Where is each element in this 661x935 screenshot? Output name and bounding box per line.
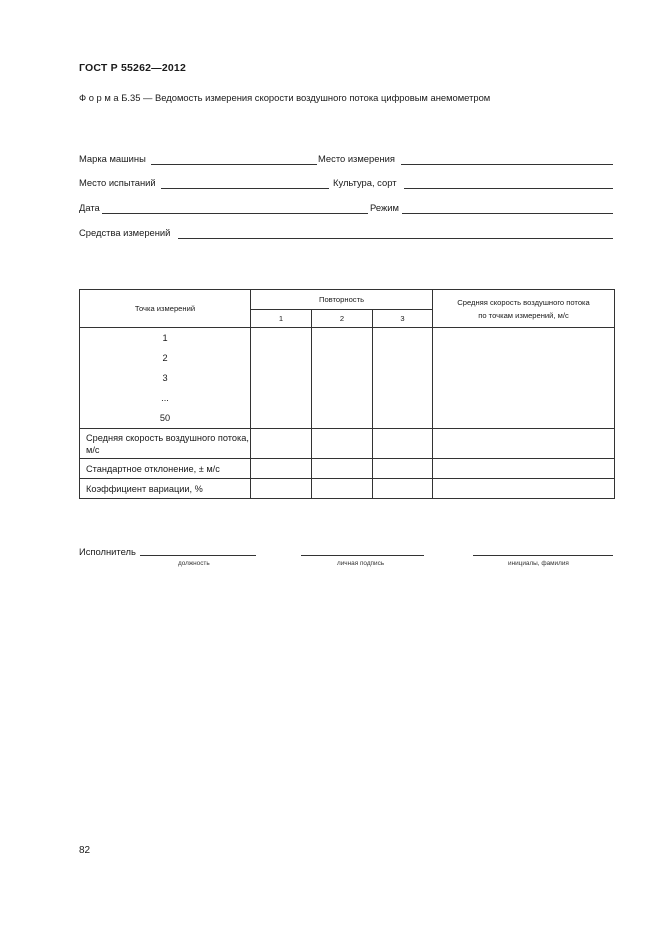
field-line-tools <box>79 225 613 241</box>
data-cell[interactable] <box>433 459 615 479</box>
data-cell[interactable] <box>251 328 312 429</box>
repeat-number: 1 <box>251 310 312 328</box>
machine-brand-label: Марка машины <box>79 153 146 164</box>
points-cell <box>80 328 251 429</box>
data-cell[interactable] <box>251 459 312 479</box>
row-average-label: Средняя скорость воздушного потока, м/с <box>80 429 251 459</box>
data-cell[interactable] <box>312 479 373 499</box>
position-caption: должность <box>178 560 210 567</box>
page-number: 82 <box>79 845 91 856</box>
data-cell[interactable] <box>433 479 615 499</box>
data-cell[interactable] <box>312 328 373 429</box>
measurement-place-field[interactable] <box>401 164 613 165</box>
point-label: ... <box>161 393 169 403</box>
position-field[interactable] <box>140 555 256 556</box>
field-line-test <box>79 175 613 191</box>
data-cell[interactable] <box>433 429 615 459</box>
form-caption <box>79 92 490 103</box>
point-label: 3 <box>162 373 168 383</box>
header-average <box>433 290 615 328</box>
date-field[interactable] <box>102 213 368 214</box>
form-label: Ф о р м а <box>79 92 119 103</box>
point-label: 2 <box>162 353 168 363</box>
data-cell[interactable] <box>251 429 312 459</box>
data-cell[interactable] <box>373 429 433 459</box>
data-cell[interactable] <box>312 459 373 479</box>
data-cell[interactable] <box>373 459 433 479</box>
initials-caption: инициалы, фамилия <box>508 560 569 567</box>
mode-label: Режим <box>370 202 399 213</box>
data-cell[interactable] <box>251 479 312 499</box>
measuring-tools-label: Средства измерений <box>79 227 171 238</box>
machine-brand-field[interactable] <box>151 164 317 165</box>
form-title: Б.35 — Ведомость измерения скорости воздушного потока цифровым анемометром <box>121 92 491 103</box>
header-average-line1: Средняя скорость воздушного потока <box>457 297 590 307</box>
data-cell[interactable] <box>373 328 433 429</box>
point-label: 50 <box>159 413 171 423</box>
measuring-tools-field[interactable] <box>178 238 613 239</box>
crop-variety-field[interactable] <box>404 188 613 189</box>
field-line-date <box>79 200 613 216</box>
measurement-place-label: Место измерения <box>318 153 395 164</box>
field-line-machine <box>79 151 613 167</box>
crop-variety-label: Культура, сорт <box>333 177 397 188</box>
data-cell[interactable] <box>312 429 373 459</box>
mode-field[interactable] <box>402 213 613 214</box>
data-cell[interactable] <box>433 328 615 429</box>
repeat-number: 2 <box>312 310 373 328</box>
test-place-field[interactable] <box>161 188 329 189</box>
header-repeat: Повторность <box>251 290 433 310</box>
initials-field[interactable] <box>473 555 613 556</box>
row-variation-label: Коэффициент вариации, % <box>80 479 251 499</box>
measurement-table <box>79 289 615 499</box>
row-std-label: Стандартное отклонение, ± м/с <box>80 459 251 479</box>
header-average-line2: по точкам измерений, м/с <box>478 310 569 320</box>
header-point: Точка измерений <box>80 290 251 328</box>
data-cell[interactable] <box>373 479 433 499</box>
repeat-number: 3 <box>373 310 433 328</box>
date-label: Дата <box>79 202 100 213</box>
signature-caption: личная подпись <box>337 560 385 567</box>
point-label: 1 <box>162 333 168 343</box>
document-header: ГОСТ Р 55262—2012 <box>79 62 187 74</box>
signature-field[interactable] <box>301 555 424 556</box>
test-place-label: Место испытаний <box>79 177 156 188</box>
executor-label: Исполнитель <box>79 546 136 557</box>
